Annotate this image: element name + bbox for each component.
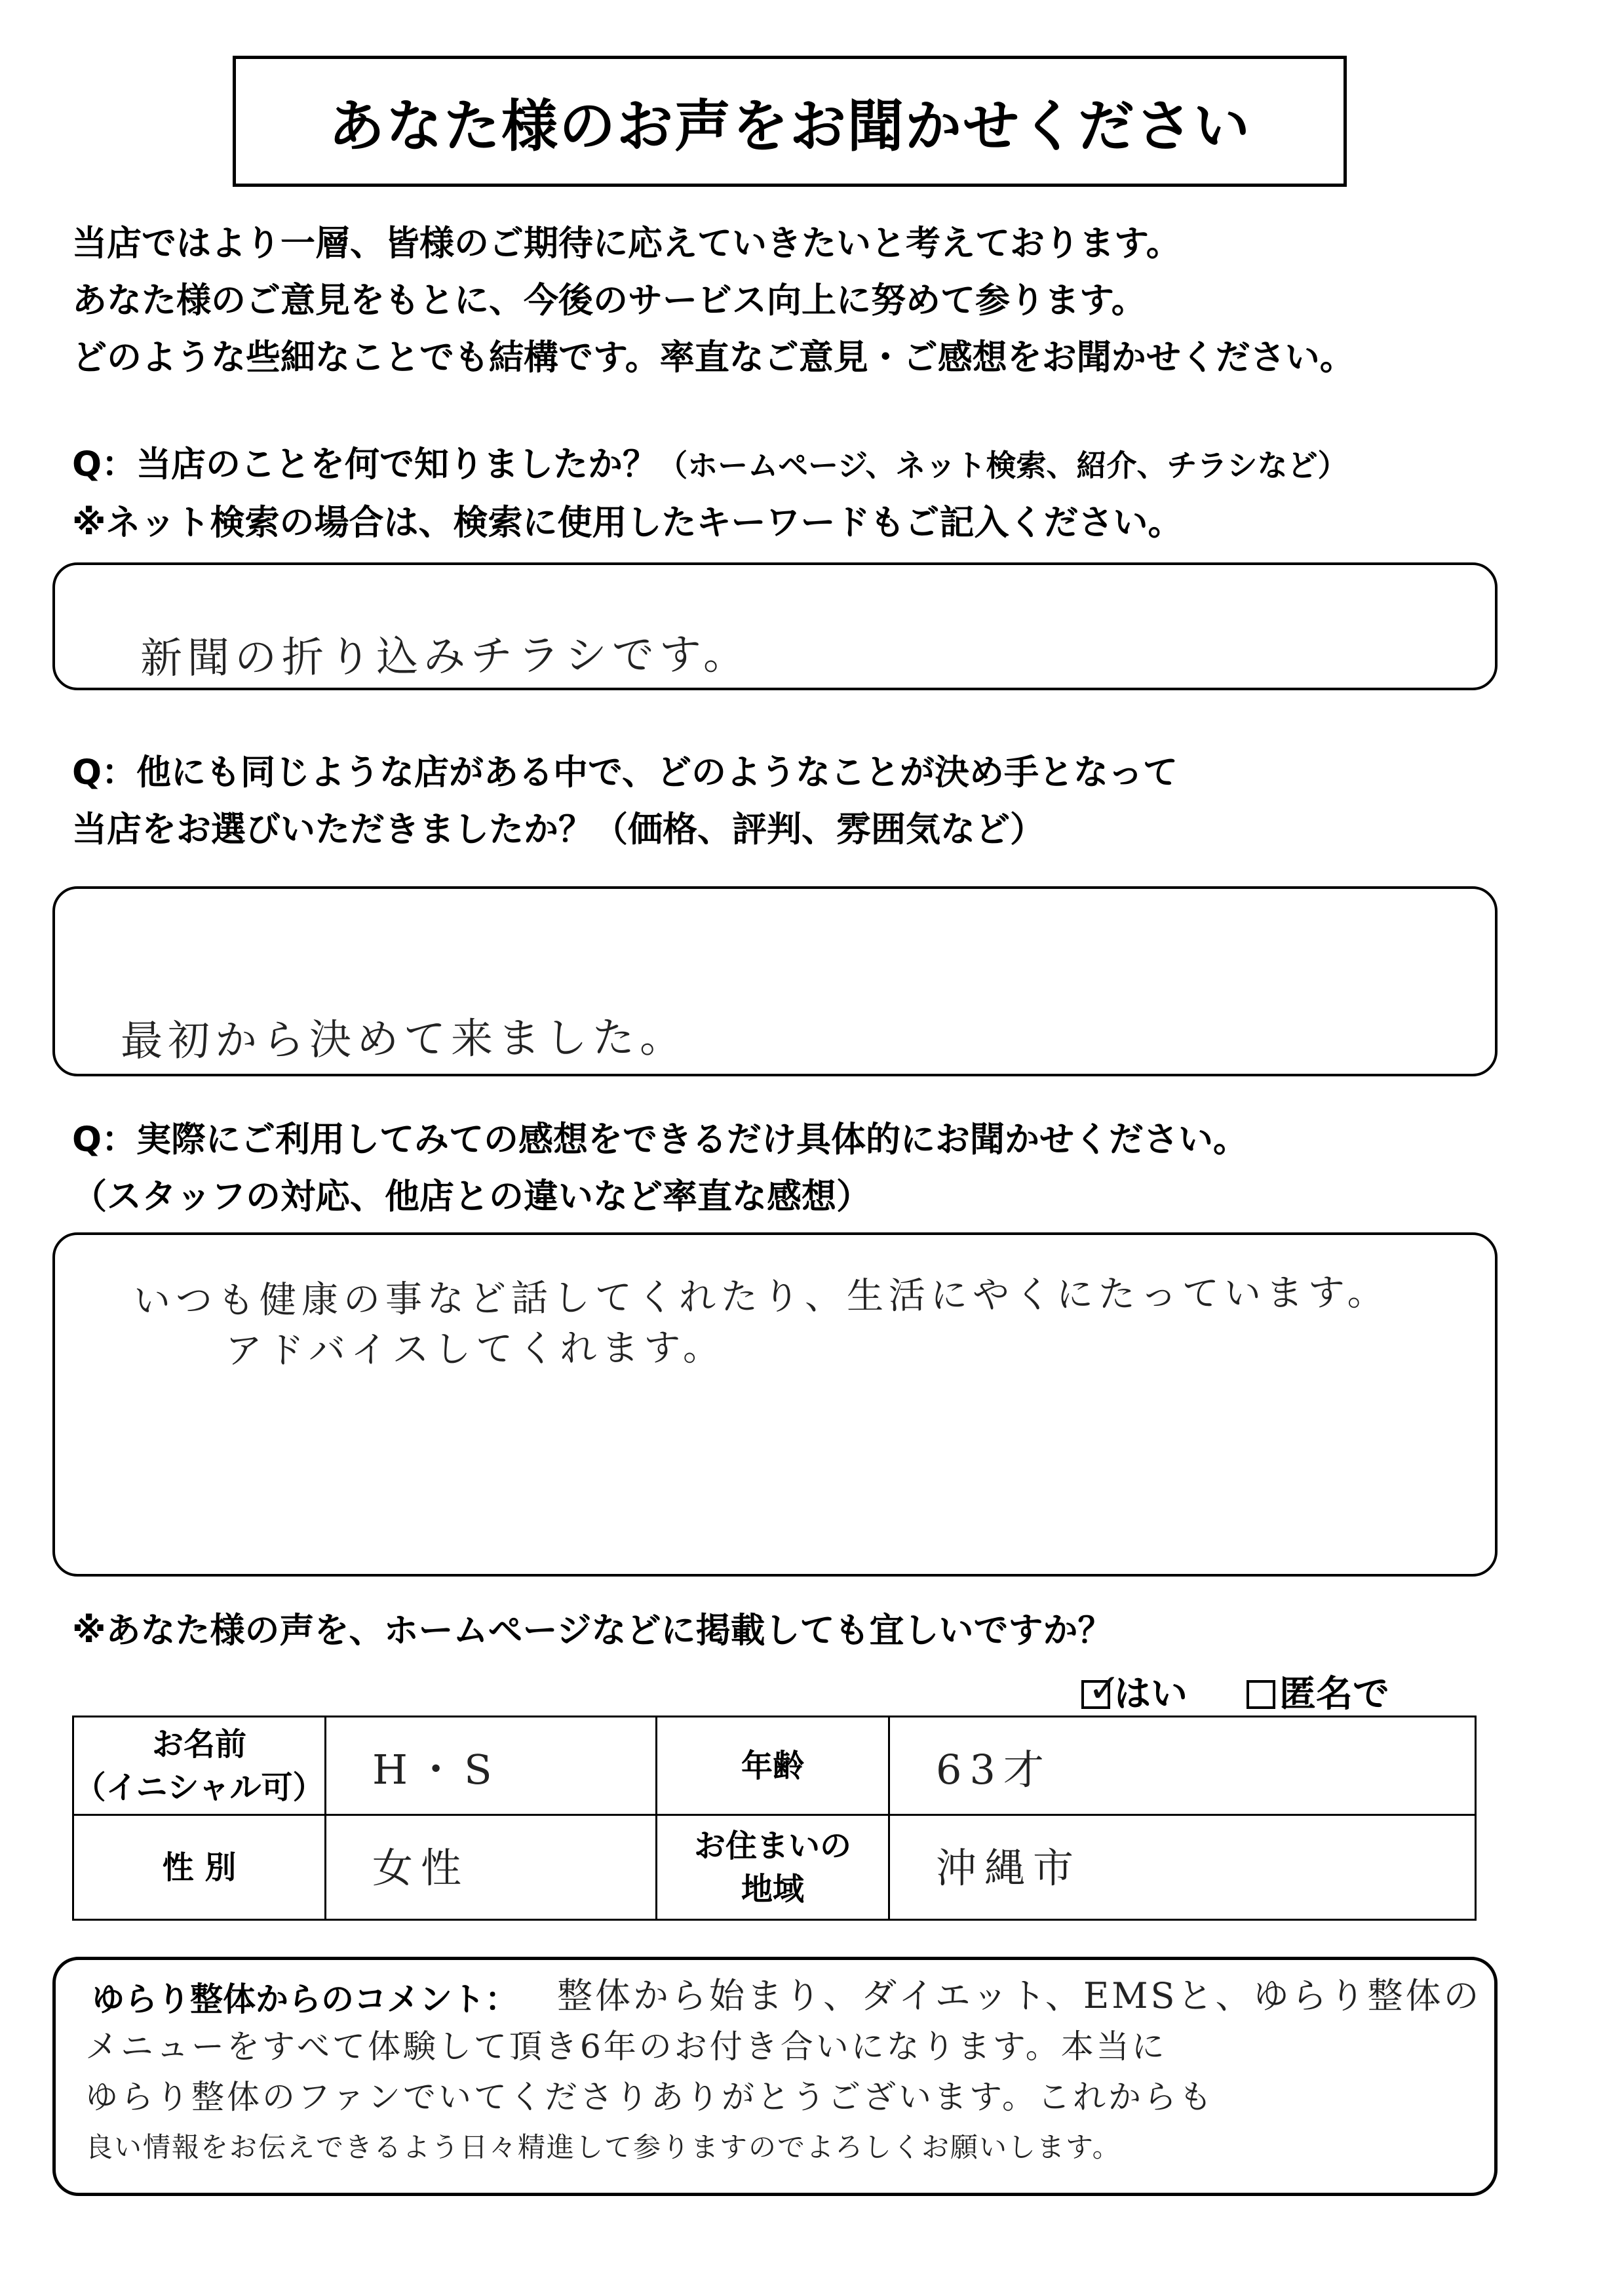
name-label: お名前 （イニシャル可）	[73, 1717, 326, 1815]
area-value: 沖縄市	[936, 1844, 1082, 1892]
question-1-text: Q：当店のことを何で知りましたか？	[72, 444, 658, 484]
question-1-note: （ホームページ、ネット検索、紹介、チラシなど）	[657, 448, 1348, 483]
area-label: お住まいの 地域	[657, 1815, 889, 1920]
info-table	[72, 1716, 1477, 1921]
checkbox-anonymous[interactable]	[1247, 1680, 1275, 1709]
question-2-text: Q：他にも同じような店がある中で、どのようなことが決め手となって	[72, 753, 1178, 793]
age-value: 63才	[936, 1746, 1052, 1794]
age-label: 年齢	[657, 1717, 889, 1815]
area-field[interactable]	[889, 1815, 1476, 1920]
answer-2-box[interactable]	[52, 886, 1498, 1076]
consent-question: ※あなた様の声を、ホームページなどに掲載しても宜しいですか？	[72, 1611, 1113, 1651]
name-field[interactable]	[326, 1717, 657, 1815]
answer-1-text: 新聞の折り込みチラシです。	[140, 630, 751, 684]
intro-text	[72, 215, 1566, 386]
intro-line: どのような些細なことでも結構です。率直なご意見・ご感想をお聞かせください。	[72, 338, 1355, 378]
comment-line: 良い情報をお伝えできるよう日々精進して参りますのでよろしくお願いします。	[85, 2131, 1121, 2163]
question-1-subtext: ※ネット検索の場合は、検索に使用したキーワードもご記入ください。	[72, 503, 1183, 543]
answer-2-text: 最初から決めて来ました。	[120, 1013, 687, 1067]
question-3	[72, 1111, 1579, 1225]
age-field[interactable]	[889, 1717, 1476, 1815]
question-2	[72, 744, 1579, 858]
check-mark-icon: ✓	[1088, 1666, 1121, 1712]
page-title: あなた様のお声をお聞かせください	[233, 56, 1347, 187]
gender-field[interactable]	[326, 1815, 657, 1920]
answer-1-box[interactable]	[52, 562, 1498, 690]
comment-line: メニューをすべて体験して頂き6年のお付き合いになります。本当に	[85, 2028, 1167, 2066]
consent-anonymous[interactable]	[1247, 1665, 1389, 1717]
checkbox-yes[interactable]	[1081, 1666, 1121, 1712]
intro-line: あなた様のご意見をもとに、今後のサービス向上に努めて参ります。	[72, 281, 1146, 321]
answer-3-line: いつも健康の事など話してくれたり、生活にやくにたっています。	[133, 1271, 1389, 1323]
question-3-text: Q：実際にご利用してみての感想をできるだけ具体的にお聞かせください。	[72, 1120, 1248, 1160]
comment-line: ゆらり整体のファンでいてくださりありがとうございます。これからも	[85, 2078, 1214, 2116]
question-3-subtext: （スタッフの対応、他店との違いなど率直な感想）	[72, 1177, 871, 1217]
intro-line: 当店ではより一層、皆様のご期待に応えていきたいと考えております。	[72, 224, 1181, 264]
name-value: H・S	[372, 1746, 500, 1794]
question-2-subtext: 当店をお選びいただきましたか？（価格、評判、雰囲気など）	[72, 810, 1045, 850]
consent-options	[1081, 1665, 1389, 1717]
answer-3-line: アドバイスしてくれます。	[225, 1326, 725, 1373]
comment-label: ゆらり整体からのコメント：	[92, 1980, 518, 2018]
comment-line: 整体から始まり、ダイエット、EMSと、ゆらり整体の	[557, 1975, 1482, 2016]
consent-yes-label: はい	[1114, 1673, 1188, 1716]
gender-value: 女性	[372, 1844, 470, 1892]
answer-3-box[interactable]	[52, 1232, 1498, 1577]
gender-label: 性 別	[73, 1815, 326, 1920]
consent-anonymous-label: 匿名で	[1279, 1673, 1389, 1716]
consent-yes[interactable]	[1081, 1665, 1188, 1717]
question-1	[72, 436, 1579, 551]
